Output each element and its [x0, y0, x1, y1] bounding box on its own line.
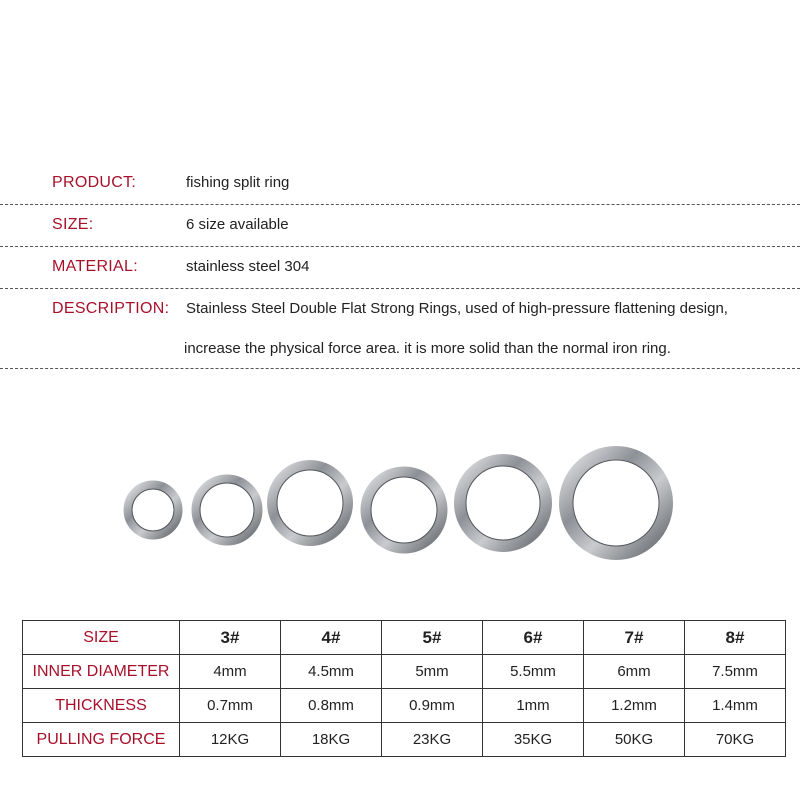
split-ring-icon [272, 465, 348, 541]
description-line-1: Stainless Steel Double Flat Strong Rings, used of high-pressure flattening design, [186, 300, 728, 317]
split-ring-icon [566, 453, 666, 553]
table-row [23, 723, 786, 757]
table-cell: 3# [180, 621, 281, 655]
table-cell: 0.8mm [281, 689, 382, 723]
table-cell: 5.5mm [483, 655, 584, 689]
table-cell: 0.9mm [382, 689, 483, 723]
split-rings-photo [0, 430, 800, 580]
table-cell: 0.7mm [180, 689, 281, 723]
spec-row-size [0, 204, 800, 247]
split-ring-icon [128, 485, 178, 535]
size-label: SIZE: [52, 216, 94, 233]
spec-row-material [0, 246, 800, 289]
table-cell: 4.5mm [281, 655, 382, 689]
table-cell: 7# [584, 621, 685, 655]
table-row [23, 689, 786, 723]
table-cell: 5mm [382, 655, 483, 689]
table-cell: 1mm [483, 689, 584, 723]
size-spec-table [22, 620, 786, 757]
split-ring-icon [196, 479, 258, 541]
table-cell: 4mm [180, 655, 281, 689]
product-value: fishing split ring [186, 174, 290, 191]
table-row [23, 655, 786, 689]
product-label: PRODUCT: [52, 174, 137, 191]
table-cell: 1.2mm [584, 689, 685, 723]
description-line-2: increase the physical force area. it is more solid than the normal iron ring. [184, 340, 671, 357]
table-row-label: THICKNESS [23, 689, 180, 723]
table-cell: 6# [483, 621, 584, 655]
table-cell: 8# [685, 621, 786, 655]
table-row [23, 621, 786, 655]
spec-row-product [0, 162, 800, 205]
table-row-label: INNER DIAMETER [23, 655, 180, 689]
material-label: MATERIAL: [52, 258, 138, 275]
table-row-label: SIZE [23, 621, 180, 655]
table-cell: 4# [281, 621, 382, 655]
description-label: DESCRIPTION: [52, 300, 170, 317]
split-ring-icon [460, 460, 546, 546]
table-cell: 7.5mm [685, 655, 786, 689]
table-cell: 6mm [584, 655, 685, 689]
table-cell: 70KG [685, 723, 786, 757]
table-cell: 18KG [281, 723, 382, 757]
table-row-label: PULLING FORCE [23, 723, 180, 757]
split-ring-icon [366, 472, 442, 548]
table-cell: 1.4mm [685, 689, 786, 723]
table-cell: 12KG [180, 723, 281, 757]
size-value: 6 size available [186, 216, 289, 233]
table-cell: 35KG [483, 723, 584, 757]
material-value: stainless steel 304 [186, 258, 310, 275]
table-cell: 5# [382, 621, 483, 655]
table-cell: 23KG [382, 723, 483, 757]
table-cell: 50KG [584, 723, 685, 757]
